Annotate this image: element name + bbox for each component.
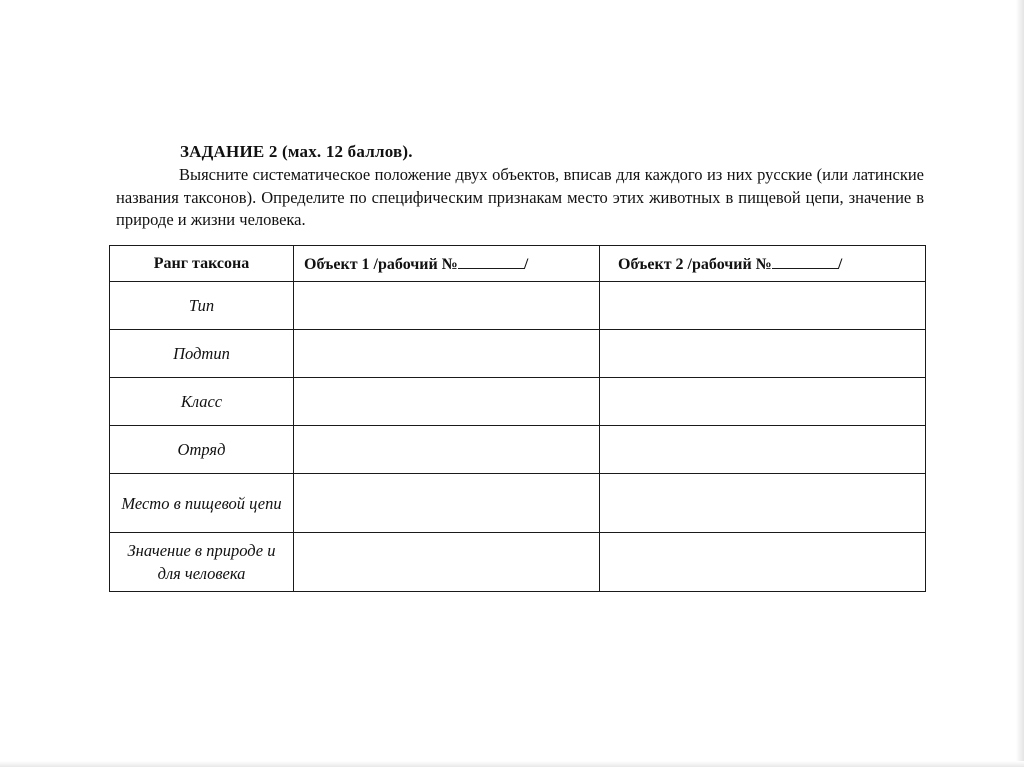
object-2-food-chain-cell[interactable] [600, 474, 926, 533]
header-object-1-blank[interactable] [458, 254, 524, 269]
object-1-subtype-cell[interactable] [294, 330, 600, 378]
object-1-significance-cell[interactable] [294, 533, 600, 592]
object-1-food-chain-cell[interactable] [294, 474, 600, 533]
rank-label-significance: Значение в природе и для человека [110, 533, 294, 592]
table-row [110, 474, 926, 533]
table-row [110, 426, 926, 474]
table-header-row [110, 246, 926, 282]
header-rank: Ранг таксона [110, 246, 294, 282]
task-instructions: Выясните систематическое положение двух объектов, вписав для каждого из них русские (или латинские названия таксонов). Определите по специфическим признакам место этих животных в пищевой цепи, значение в природе и жизни человека. [116, 165, 924, 229]
table-row [110, 533, 926, 592]
table-row [110, 282, 926, 330]
table-row [110, 378, 926, 426]
table-row [110, 330, 926, 378]
header-object-1-slash: / [523, 255, 529, 273]
object-2-subtype-cell[interactable] [600, 330, 926, 378]
task-heading: ЗАДАНИЕ 2 (мах. 12 баллов). [180, 142, 413, 161]
object-2-type-cell[interactable] [600, 282, 926, 330]
object-2-class-cell[interactable] [600, 378, 926, 426]
header-object-1-label: Объект 1 /рабочий № [304, 255, 458, 273]
rank-label-type: Тип [110, 282, 294, 330]
object-1-type-cell[interactable] [294, 282, 600, 330]
header-object-2-label: Объект 2 /рабочий № [618, 255, 772, 273]
object-1-order-cell[interactable] [294, 426, 600, 474]
header-object-2-slash: / [837, 255, 843, 273]
rank-label-class: Класс [110, 378, 294, 426]
object-2-significance-cell[interactable] [600, 533, 926, 592]
rank-label-order: Отряд [110, 426, 294, 474]
object-1-class-cell[interactable] [294, 378, 600, 426]
taxon-table [109, 245, 926, 592]
slide-edge-shadow-bottom [0, 761, 1024, 767]
rank-label-food-chain: Место в пищевой цепи [110, 474, 294, 533]
header-object-1 [294, 246, 600, 282]
header-object-2-blank[interactable] [772, 254, 838, 269]
object-2-order-cell[interactable] [600, 426, 926, 474]
header-object-2 [600, 246, 926, 282]
rank-label-subtype: Подтип [110, 330, 294, 378]
slide-edge-shadow-right [1016, 0, 1024, 767]
